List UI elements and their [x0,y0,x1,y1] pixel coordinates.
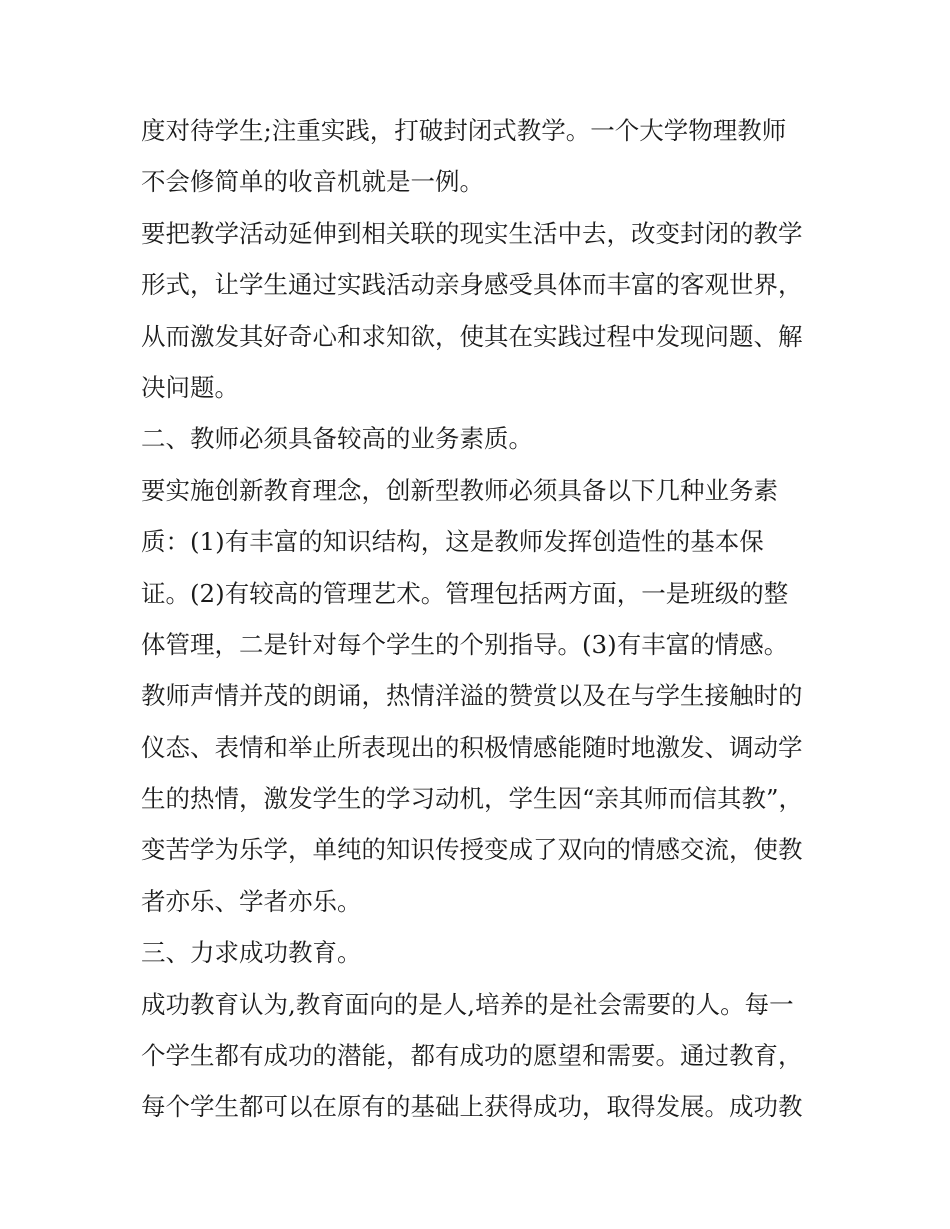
text-line: 个学生都有成功的潜能，都有成功的愿望和需要。通过教育， [141,1041,803,1071]
text-line: 从而激发其好奇心和求知欲，使其在实践过程中发现问题、解 [141,321,803,351]
text-line: 证。(2)有较高的管理艺术。管理包括两方面，一是班级的整 [141,578,789,608]
text-line: 要把教学活动延伸到相关联的现实生活中去，改变封闭的教学 [141,218,803,248]
text-line: 每个学生都可以在原有的基础上获得成功，取得发展。成功教 [141,1092,803,1122]
text-line: 决问题。 [141,372,239,402]
text-line: 体管理，二是针对每个学生的个别指导。(3)有丰富的情感。 [141,629,789,659]
text-line: 要实施创新教育理念，创新型教师必须具备以下几种业务素 [141,475,778,505]
text-line: 质：(1)有丰富的知识结构，这是教师发挥创造性的基本保 [141,527,764,557]
text-line: 度对待学生;注重实践，打破封闭式教学。一个大学物理教师 [141,116,787,145]
text-line: 形式，让学生通过实践活动亲身感受具体而丰富的客观世界， [141,270,803,300]
text-line: 不会修简单的收音机就是一例。 [141,167,484,197]
section-heading: 二、教师必须具备较高的业务素质。 [141,424,533,454]
document-body [141,105,831,1133]
text-line: 教师声情并茂的朗诵，热情洋溢的赞赏以及在与学生接触时的 [141,681,803,711]
text-line: 仪态、表情和举止所表现出的积极情感能随时地激发、调动学 [141,732,803,762]
text-line: 成功教育认为,教育面向的是人,培养的是社会需要的人。每一 [141,989,794,1019]
text-line: 者亦乐、学者亦乐。 [141,886,362,916]
text-line: 生的热情，激发学生的学习动机，学生因“亲其师而信其教”， [141,784,804,814]
text-line: 变苦学为乐学，单纯的知识传授变成了双向的情感交流，使教 [141,835,803,865]
section-heading: 三、力求成功教育。 [141,938,362,968]
